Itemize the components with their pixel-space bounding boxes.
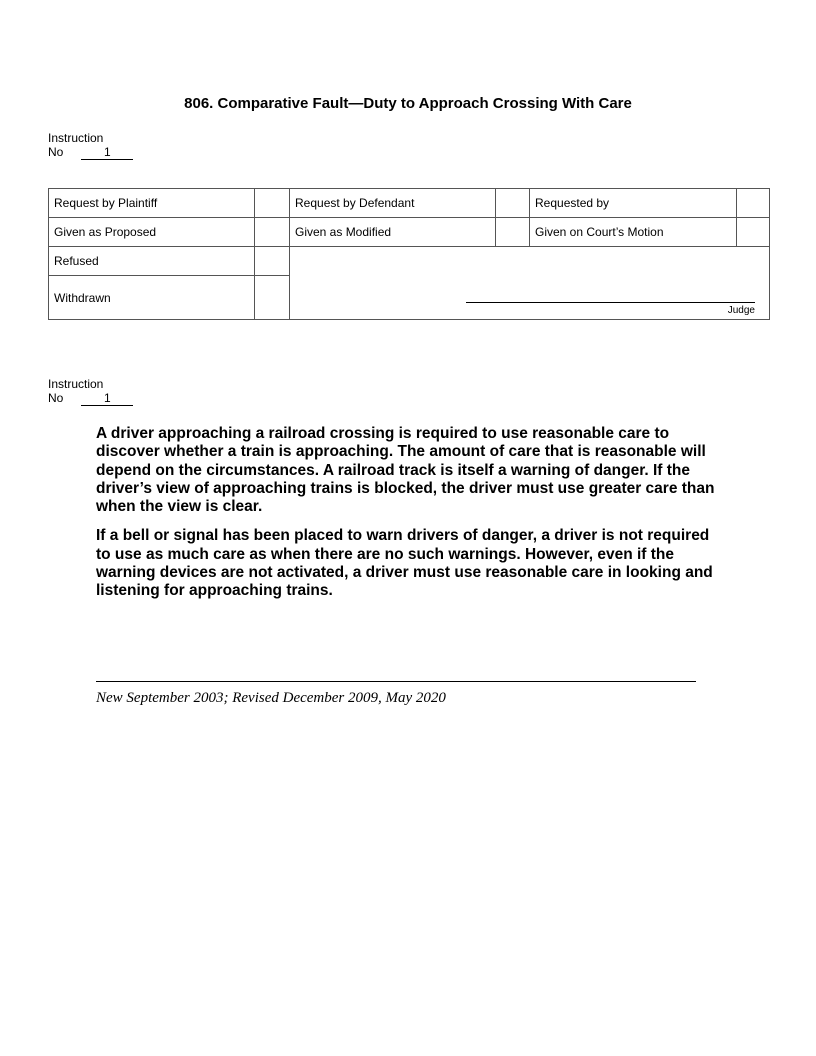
- given-on-courts-motion-checkbox[interactable]: [737, 218, 770, 247]
- refused-checkbox[interactable]: [255, 247, 290, 276]
- page-title: 806. Comparative Fault—Duty to Approach Crossing With Care: [184, 95, 632, 112]
- instruction-label: Instruction: [48, 377, 104, 391]
- instruction-label: Instruction: [48, 131, 104, 145]
- instruction-block-top: [48, 131, 133, 160]
- request-by-plaintiff-label: Request by Plaintiff: [49, 189, 255, 218]
- given-as-modified-label: Given as Modified: [290, 218, 496, 247]
- request-table: [48, 188, 770, 320]
- judge-signature-area: [290, 247, 770, 320]
- instruction-number[interactable]: 1: [81, 146, 133, 160]
- no-label: No: [48, 391, 64, 405]
- judge-label: Judge: [727, 305, 755, 316]
- given-as-modified-checkbox[interactable]: [496, 218, 530, 247]
- given-as-proposed-checkbox[interactable]: [255, 218, 290, 247]
- paragraph: If a bell or signal has been placed to warn drivers of danger, a driver is not required to use as much care as when there are no such warnings. However, even if the warning devices are not activated, a driver must use reasonable care in looking and listening for approaching trains.: [96, 527, 713, 600]
- no-label: No: [48, 145, 64, 159]
- given-as-proposed-label: Given as Proposed: [49, 218, 255, 247]
- instruction-block-bottom: [48, 377, 133, 406]
- request-by-defendant-checkbox[interactable]: [496, 189, 530, 218]
- revision-history: New September 2003; Revised December 2009, May 2020: [96, 690, 446, 706]
- instruction-body: [96, 425, 726, 612]
- divider: [96, 681, 696, 682]
- withdrawn-label: Withdrawn: [49, 276, 255, 320]
- instruction-number[interactable]: 1: [81, 392, 133, 406]
- requested-by-checkbox[interactable]: [737, 189, 770, 218]
- request-by-plaintiff-checkbox[interactable]: [255, 189, 290, 218]
- paragraph: A driver approaching a railroad crossing is required to use reasonable care to discover whether a train is approaching. The amount of care that is reasonable will depend on the circumstances. A railroad track is itself a warning of danger. If the driver’s view of approaching trains is blocked, the driver must use greater care than when the view is clear.: [96, 425, 715, 516]
- refused-label: Refused: [49, 247, 255, 276]
- requested-by-label: Requested by: [530, 189, 737, 218]
- given-on-courts-motion-label: Given on Court’s Motion: [530, 218, 737, 247]
- withdrawn-checkbox[interactable]: [255, 276, 290, 320]
- judge-signature-line[interactable]: [466, 302, 755, 303]
- request-by-defendant-label: Request by Defendant: [290, 189, 496, 218]
